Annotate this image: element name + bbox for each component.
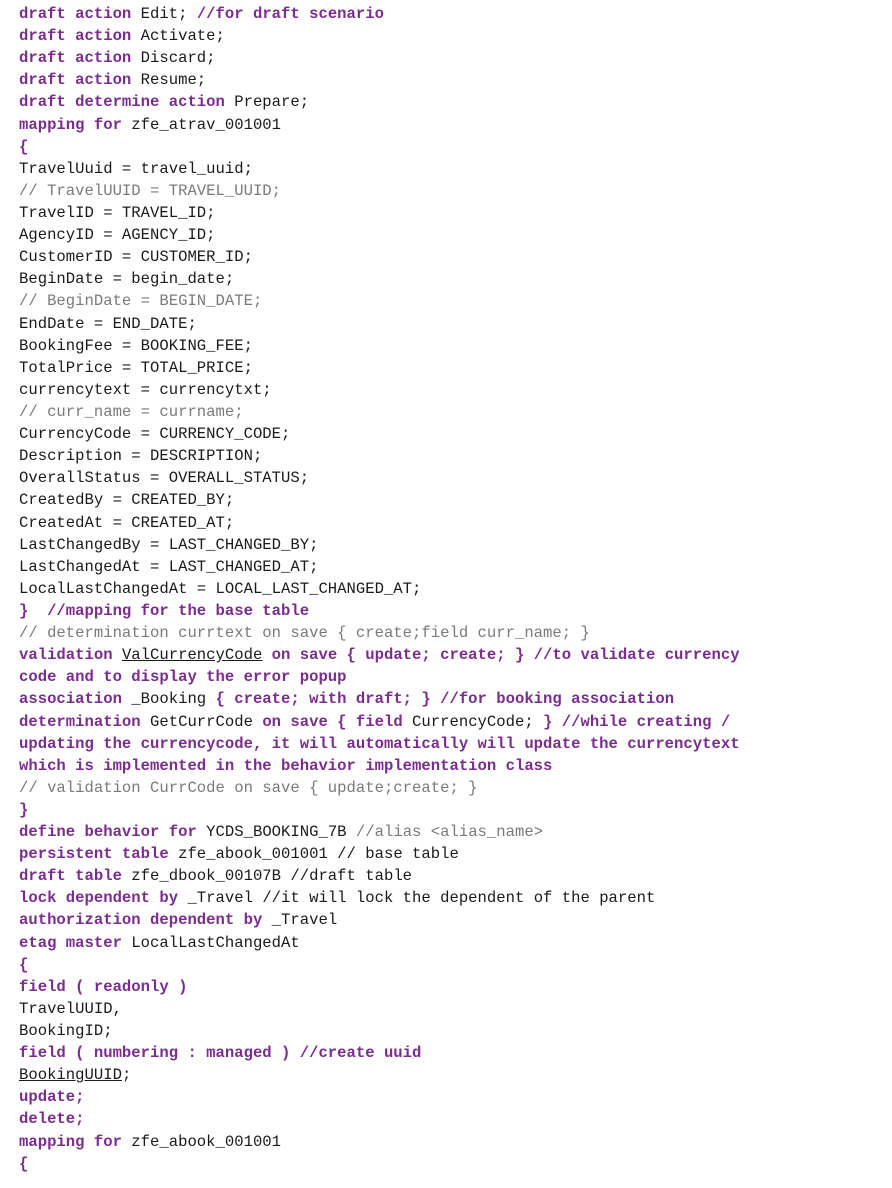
code-keyword: draft action <box>19 27 132 46</box>
code-keyword: mapping for <box>19 115 122 134</box>
code-line <box>19 1020 885 1042</box>
code-text: zfe_abook_001001 <box>121 1132 282 1151</box>
code-line <box>19 91 885 113</box>
code-keyword: delete; <box>19 1110 85 1129</box>
code-text: GetCurrCode <box>140 712 263 731</box>
code-text: CustomerID = CUSTOMER_ID; <box>19 248 253 267</box>
code-line <box>19 755 885 777</box>
code-text: YCDS_BOOKING_7B <box>196 823 356 842</box>
code-line <box>19 47 885 69</box>
code-text: Activate; <box>131 27 225 46</box>
code-line <box>19 69 885 91</box>
code-text: ValCurrencyCode <box>121 646 263 665</box>
code-text: CurrencyCode = CURRENCY_CODE; <box>19 425 291 444</box>
code-keyword: mapping for <box>19 1132 122 1151</box>
code-line <box>19 976 885 998</box>
code-keyword: on save { update; create; } //to validate currency <box>262 646 740 665</box>
code-keyword: draft action <box>19 71 132 90</box>
code-keyword: association <box>19 690 122 709</box>
code-keyword: update; <box>19 1088 85 1107</box>
code-text: LocalLastChangedAt = LOCAL_LAST_CHANGED_AT; <box>19 579 422 598</box>
code-listing <box>19 3 885 1175</box>
code-line <box>19 600 885 622</box>
code-comment: // BeginDate = BEGIN_DATE; <box>19 292 263 311</box>
code-keyword: draft table <box>19 867 122 886</box>
code-line <box>19 843 885 865</box>
code-text: Discard; <box>131 49 216 68</box>
code-line <box>19 578 885 600</box>
code-line <box>19 711 885 733</box>
code-text: EndDate = END_DATE; <box>19 314 197 333</box>
code-line <box>19 998 885 1020</box>
code-keyword: field ( readonly ) <box>19 977 188 996</box>
code-keyword: which is implemented in the behavior implementation class <box>19 756 553 775</box>
code-keyword: } <box>19 800 29 819</box>
code-line <box>19 180 885 202</box>
code-keyword: determination <box>19 712 141 731</box>
code-line <box>19 865 885 887</box>
code-text: BookingUUID <box>19 1066 122 1085</box>
code-text: CurrencyCode; <box>402 712 544 731</box>
code-keyword: draft action <box>19 49 132 68</box>
code-text: AgencyID = AGENCY_ID; <box>19 226 216 245</box>
code-keyword: { <box>19 955 29 974</box>
code-text: ; <box>121 1066 132 1085</box>
code-text: Resume; <box>131 71 207 90</box>
code-text: zfe_dbook_00107B //draft table <box>121 867 413 886</box>
code-keyword: draft determine action <box>19 93 225 112</box>
code-line <box>19 1086 885 1108</box>
code-line <box>19 799 885 821</box>
code-keyword: lock dependent by <box>19 889 179 908</box>
code-line <box>19 556 885 578</box>
code-line <box>19 666 885 688</box>
code-text: BookingFee = BOOKING_FEE; <box>19 336 253 355</box>
code-keyword: { create; with draft; } //for booking association <box>215 690 675 709</box>
code-line <box>19 688 885 710</box>
code-line <box>19 622 885 644</box>
code-line <box>19 1064 885 1086</box>
code-keyword: define behavior for <box>19 823 197 842</box>
code-line <box>19 335 885 357</box>
code-keyword: etag master <box>19 933 122 952</box>
code-keyword: on save { field <box>262 712 403 731</box>
code-line <box>19 1108 885 1130</box>
code-comment: // curr_name = currname; <box>19 402 244 421</box>
code-line <box>19 887 885 909</box>
code-line <box>19 909 885 931</box>
code-comment: // determination currtext on save { create;field curr_name; } <box>19 624 590 643</box>
code-line <box>19 313 885 335</box>
code-keyword: draft action <box>19 5 132 23</box>
code-text: Description = DESCRIPTION; <box>19 447 263 466</box>
code-line <box>19 1153 885 1175</box>
code-keyword: { <box>19 1154 29 1173</box>
code-text: Edit; <box>131 5 197 23</box>
code-line <box>19 1131 885 1153</box>
code-text: CreatedAt = CREATED_AT; <box>19 513 235 532</box>
code-text: LocalLastChangedAt <box>121 933 300 952</box>
code-line <box>19 136 885 158</box>
code-line <box>19 224 885 246</box>
code-keyword: } //mapping for the base table <box>19 601 310 620</box>
code-text: TotalPrice = TOTAL_PRICE; <box>19 358 253 377</box>
code-text: LastChangedAt = LAST_CHANGED_AT; <box>19 557 319 576</box>
code-keyword: validation <box>19 646 122 665</box>
code-line <box>19 512 885 534</box>
code-line <box>19 932 885 954</box>
code-line <box>19 821 885 843</box>
code-text: BookingID; <box>19 1022 113 1041</box>
code-comment: // validation CurrCode on save { update;create; } <box>19 778 478 797</box>
code-line <box>19 246 885 268</box>
code-line <box>19 489 885 511</box>
code-line <box>19 777 885 799</box>
code-text: LastChangedBy = LAST_CHANGED_BY; <box>19 535 319 554</box>
code-keyword: persistent table <box>19 845 169 864</box>
code-keyword: code and to display the error popup <box>19 668 347 687</box>
code-line <box>19 644 885 666</box>
code-text: zfe_abook_001001 // base table <box>168 845 459 864</box>
code-line <box>19 733 885 755</box>
code-text: TravelUuid = travel_uuid; <box>19 159 253 178</box>
code-keyword: { <box>19 137 29 156</box>
code-line <box>19 1042 885 1064</box>
code-text: currencytext = currencytxt; <box>19 380 272 399</box>
code-keyword: authorization dependent by <box>19 911 263 930</box>
code-text: _Travel <box>262 911 338 930</box>
code-line <box>19 268 885 290</box>
code-line <box>19 158 885 180</box>
code-line <box>19 445 885 467</box>
code-keyword: } //while creating / <box>543 712 731 731</box>
code-text: CreatedBy = CREATED_BY; <box>19 491 235 510</box>
code-text: _Booking <box>121 690 216 709</box>
code-text: _Travel //it will lock the dependent of the parent <box>178 889 656 908</box>
code-comment: //alias <alias_name> <box>355 823 544 842</box>
code-text: TravelID = TRAVEL_ID; <box>19 203 216 222</box>
code-line <box>19 290 885 312</box>
code-comment: // TravelUUID = TRAVEL_UUID; <box>19 181 282 200</box>
code-line <box>19 467 885 489</box>
code-text: zfe_atrav_001001 <box>121 115 282 134</box>
code-line <box>19 114 885 136</box>
code-line <box>19 25 885 47</box>
code-line <box>19 954 885 976</box>
code-text: OverallStatus = OVERALL_STATUS; <box>19 469 310 488</box>
code-line <box>19 379 885 401</box>
code-text: Prepare; <box>224 93 310 112</box>
code-line <box>19 423 885 445</box>
code-line <box>19 357 885 379</box>
code-keyword: updating the currencycode, it will automatically will update the currencytext <box>19 734 740 753</box>
code-text: TravelUUID, <box>19 999 122 1018</box>
code-keyword: //for draft scenario <box>196 5 384 23</box>
code-line <box>19 3 885 25</box>
code-line <box>19 401 885 423</box>
code-keyword: field ( numbering : managed ) //create uuid <box>19 1044 422 1063</box>
code-text: BeginDate = begin_date; <box>19 270 235 289</box>
code-line <box>19 534 885 556</box>
code-line <box>19 202 885 224</box>
